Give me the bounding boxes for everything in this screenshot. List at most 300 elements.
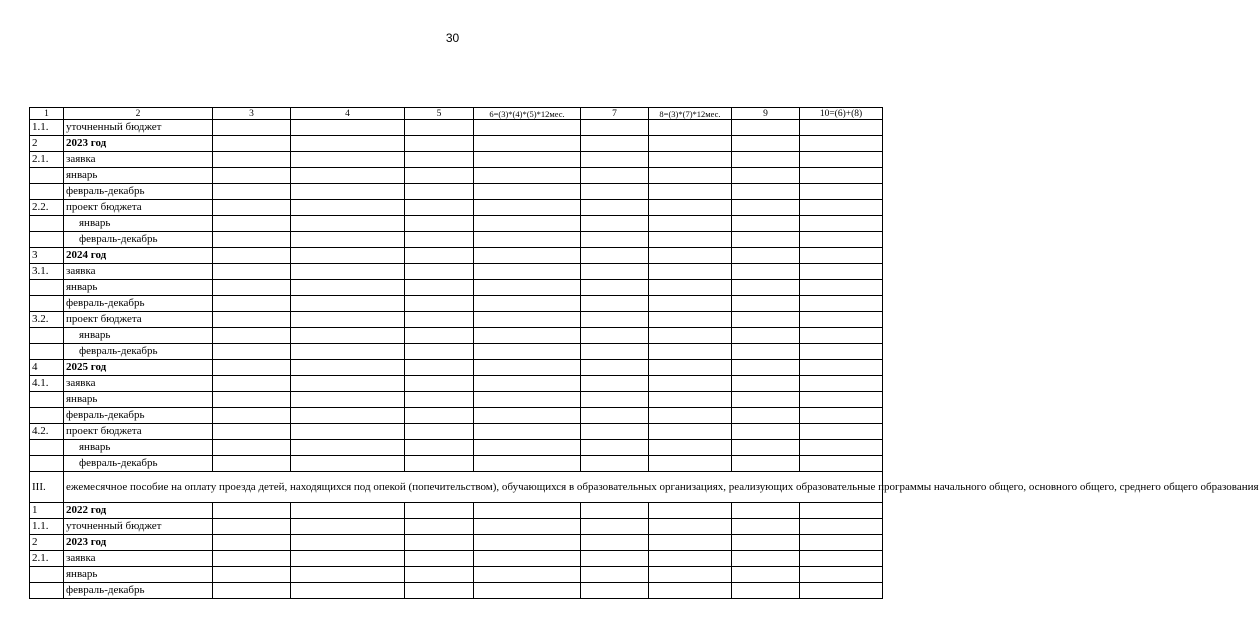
empty-cell [474,216,581,232]
row-number [30,408,64,424]
empty-cell [800,503,883,519]
empty-cell [581,248,649,264]
empty-cell [213,344,291,360]
row-number: 1.1. [30,519,64,535]
table-row [30,120,883,136]
empty-cell [405,136,474,152]
table-row [30,376,883,392]
empty-cell [291,248,405,264]
empty-cell [213,216,291,232]
empty-cell [474,248,581,264]
empty-cell [474,392,581,408]
empty-cell [581,152,649,168]
empty-cell [474,503,581,519]
empty-cell [291,424,405,440]
empty-cell [291,296,405,312]
empty-cell [405,408,474,424]
column-header-8: 8=(3)*(7)*12мес. [649,108,732,120]
row-number [30,168,64,184]
page-number: 30 [445,31,460,45]
empty-cell [800,408,883,424]
row-label: заявка [64,376,213,392]
empty-cell [405,120,474,136]
empty-cell [213,583,291,599]
empty-cell [732,136,800,152]
table-row [30,408,883,424]
column-header-4: 4 [291,108,405,120]
row-number: 3.1. [30,264,64,280]
empty-cell [732,328,800,344]
empty-cell [474,535,581,551]
empty-cell [732,392,800,408]
empty-cell [581,567,649,583]
row-label: февраль-декабрь [64,583,213,599]
empty-cell [213,248,291,264]
empty-cell [732,200,800,216]
table-row [30,328,883,344]
empty-cell [291,328,405,344]
row-label: заявка [64,152,213,168]
empty-cell [732,296,800,312]
table-row [30,248,883,264]
row-label: 2024 год [64,248,213,264]
empty-cell [732,408,800,424]
table-body [30,108,1259,599]
empty-cell [213,392,291,408]
row-label: проект бюджета [64,200,213,216]
row-label: заявка [64,551,213,567]
empty-cell [405,296,474,312]
empty-cell [649,120,732,136]
empty-cell [800,376,883,392]
empty-cell [291,519,405,535]
empty-cell [405,535,474,551]
empty-cell [213,376,291,392]
empty-cell [291,551,405,567]
empty-cell [474,551,581,567]
row-number: 4 [30,360,64,376]
table-row [30,232,883,248]
table-row [30,312,883,328]
empty-cell [732,551,800,567]
empty-cell [732,312,800,328]
column-header-1: 1 [30,108,64,120]
empty-cell [649,567,732,583]
empty-cell [800,168,883,184]
empty-cell [800,344,883,360]
table-row [30,392,883,408]
empty-cell [732,567,800,583]
empty-cell [649,328,732,344]
row-number [30,440,64,456]
empty-cell [213,567,291,583]
empty-cell [800,440,883,456]
empty-cell [649,152,732,168]
empty-cell [291,168,405,184]
empty-cell [474,168,581,184]
empty-cell [291,232,405,248]
empty-cell [581,120,649,136]
empty-cell [732,120,800,136]
empty-cell [474,312,581,328]
empty-cell [474,424,581,440]
empty-cell [732,280,800,296]
empty-cell [800,296,883,312]
empty-cell [581,360,649,376]
empty-cell [581,264,649,280]
row-label: 2023 год [64,136,213,152]
empty-cell [649,360,732,376]
empty-cell [800,280,883,296]
empty-cell [800,200,883,216]
empty-cell [581,456,649,472]
empty-cell [474,456,581,472]
empty-cell [732,519,800,535]
empty-cell [649,264,732,280]
empty-cell [474,120,581,136]
empty-cell [800,328,883,344]
empty-cell [291,120,405,136]
empty-cell [581,519,649,535]
empty-cell [474,440,581,456]
empty-cell [581,535,649,551]
empty-cell [649,503,732,519]
empty-cell [291,503,405,519]
empty-cell [405,392,474,408]
row-label: февраль-декабрь [64,456,213,472]
column-header-10: 10=(6)+(8) [800,108,883,120]
row-number: 2.1. [30,152,64,168]
empty-cell [800,120,883,136]
empty-cell [405,440,474,456]
empty-cell [649,312,732,328]
column-header-9: 9 [732,108,800,120]
row-label: январь [64,328,213,344]
empty-cell [405,424,474,440]
empty-cell [405,456,474,472]
empty-cell [213,232,291,248]
table-row [30,184,883,200]
empty-cell [405,503,474,519]
empty-cell [405,280,474,296]
table-row [30,456,883,472]
empty-cell [291,264,405,280]
empty-cell [405,344,474,360]
empty-cell [474,583,581,599]
table-row [30,216,883,232]
table-row [30,567,883,583]
empty-cell [800,392,883,408]
column-header-5: 5 [405,108,474,120]
row-label: февраль-декабрь [64,408,213,424]
row-label: январь [64,567,213,583]
empty-cell [291,280,405,296]
empty-cell [800,567,883,583]
empty-cell [649,456,732,472]
empty-cell [649,424,732,440]
empty-cell [800,248,883,264]
empty-cell [732,344,800,360]
row-label: уточненный бюджет [64,519,213,535]
column-header-7: 7 [581,108,649,120]
empty-cell [732,232,800,248]
table-row [30,535,883,551]
empty-cell [581,408,649,424]
row-number: 3 [30,248,64,264]
empty-cell [732,360,800,376]
empty-cell [800,535,883,551]
row-label: 2023 год [64,535,213,551]
empty-cell [649,232,732,248]
empty-cell [405,152,474,168]
row-label: февраль-декабрь [64,344,213,360]
empty-cell [732,535,800,551]
empty-cell [649,392,732,408]
empty-cell [649,519,732,535]
empty-cell [732,216,800,232]
empty-cell [649,551,732,567]
empty-cell [405,232,474,248]
empty-cell [213,312,291,328]
empty-cell [732,456,800,472]
empty-cell [800,184,883,200]
table-row [30,440,883,456]
row-number [30,392,64,408]
empty-cell [213,456,291,472]
empty-cell [581,216,649,232]
row-number [30,296,64,312]
row-label: январь [64,440,213,456]
row-number [30,567,64,583]
empty-cell [732,264,800,280]
empty-cell [800,216,883,232]
empty-cell [474,376,581,392]
empty-cell [291,312,405,328]
empty-cell [581,328,649,344]
empty-cell [649,440,732,456]
table-row [30,136,883,152]
section-number: III. [30,472,64,503]
empty-cell [581,503,649,519]
table-row [30,296,883,312]
empty-cell [405,551,474,567]
empty-cell [649,344,732,360]
row-number: 2.2. [30,200,64,216]
empty-cell [291,184,405,200]
empty-cell [405,328,474,344]
empty-cell [213,424,291,440]
empty-cell [291,567,405,583]
row-label: уточненный бюджет [64,120,213,136]
table-row [30,519,883,535]
table-row [30,551,883,567]
empty-cell [213,519,291,535]
empty-cell [291,200,405,216]
row-label: январь [64,168,213,184]
empty-cell [800,551,883,567]
row-number [30,344,64,360]
empty-cell [581,583,649,599]
row-number [30,184,64,200]
empty-cell [800,456,883,472]
empty-cell [800,136,883,152]
row-label: заявка [64,264,213,280]
empty-cell [732,184,800,200]
empty-cell [474,567,581,583]
empty-cell [213,296,291,312]
empty-cell [581,344,649,360]
row-number [30,280,64,296]
empty-cell [649,376,732,392]
empty-cell [800,519,883,535]
table-row [30,152,883,168]
header-row [30,108,883,120]
empty-cell [800,583,883,599]
table-row [30,503,883,519]
empty-cell [291,440,405,456]
table-row [30,200,883,216]
row-number [30,456,64,472]
empty-cell [474,408,581,424]
empty-cell [213,136,291,152]
empty-cell [649,136,732,152]
empty-cell [800,232,883,248]
row-label: февраль-декабрь [64,232,213,248]
empty-cell [213,408,291,424]
empty-cell [649,583,732,599]
empty-cell [291,535,405,551]
empty-cell [291,408,405,424]
empty-cell [649,408,732,424]
empty-cell [649,216,732,232]
empty-cell [405,567,474,583]
empty-cell [213,120,291,136]
empty-cell [213,328,291,344]
section-description: ежемесячное пособие на оплату проезда детей, находящихся под опекой (попечительством), обучающихся в образовательных организациях, реализующих образовательные программы начального общего, основного общего, среднего общего образования [64,472,883,503]
empty-cell [405,312,474,328]
empty-cell [474,200,581,216]
empty-cell [732,503,800,519]
table-row [30,360,883,376]
empty-cell [474,328,581,344]
empty-cell [213,503,291,519]
row-number: 2 [30,535,64,551]
empty-cell [291,583,405,599]
row-label: февраль-декабрь [64,296,213,312]
empty-cell [405,264,474,280]
empty-cell [474,296,581,312]
empty-cell [800,152,883,168]
empty-cell [581,232,649,248]
empty-cell [732,168,800,184]
empty-cell [405,360,474,376]
empty-cell [474,360,581,376]
empty-cell [732,583,800,599]
empty-cell [405,216,474,232]
row-number: 4.1. [30,376,64,392]
table-row [30,264,883,280]
empty-cell [732,424,800,440]
empty-cell [474,280,581,296]
empty-cell [213,360,291,376]
row-label: январь [64,280,213,296]
row-label: январь [64,392,213,408]
empty-cell [291,152,405,168]
row-label: январь [64,216,213,232]
empty-cell [213,200,291,216]
empty-cell [649,184,732,200]
empty-cell [732,248,800,264]
empty-cell [291,360,405,376]
empty-cell [405,168,474,184]
empty-cell [213,184,291,200]
empty-cell [581,312,649,328]
empty-cell [581,440,649,456]
empty-cell [581,200,649,216]
empty-cell [800,264,883,280]
empty-cell [291,456,405,472]
row-number: 3.2. [30,312,64,328]
empty-cell [474,344,581,360]
column-header-3: 3 [213,108,291,120]
row-number: 1 [30,503,64,519]
row-label: 2025 год [64,360,213,376]
empty-cell [649,248,732,264]
empty-cell [405,248,474,264]
empty-cell [291,376,405,392]
empty-cell [291,216,405,232]
empty-cell [474,264,581,280]
empty-cell [213,264,291,280]
empty-cell [213,152,291,168]
column-header-2: 2 [64,108,213,120]
empty-cell [800,312,883,328]
row-number: 2 [30,136,64,152]
empty-cell [581,296,649,312]
empty-cell [405,583,474,599]
empty-cell [649,280,732,296]
empty-cell [581,280,649,296]
row-label: февраль-декабрь [64,184,213,200]
table-row [30,424,883,440]
empty-cell [581,136,649,152]
empty-cell [581,392,649,408]
empty-cell [581,424,649,440]
empty-cell [474,136,581,152]
empty-cell [405,519,474,535]
row-number: 1.1. [30,120,64,136]
empty-cell [732,152,800,168]
empty-cell [800,424,883,440]
empty-cell [291,392,405,408]
empty-cell [291,344,405,360]
row-label: проект бюджета [64,312,213,328]
row-number [30,328,64,344]
table-row [30,280,883,296]
row-number: 2.1. [30,551,64,567]
empty-cell [474,519,581,535]
row-number: 4.2. [30,424,64,440]
empty-cell [581,184,649,200]
budget-table [29,107,1259,599]
empty-cell [213,535,291,551]
empty-cell [732,440,800,456]
empty-cell [474,152,581,168]
row-number [30,583,64,599]
empty-cell [405,184,474,200]
empty-cell [732,376,800,392]
empty-cell [405,376,474,392]
